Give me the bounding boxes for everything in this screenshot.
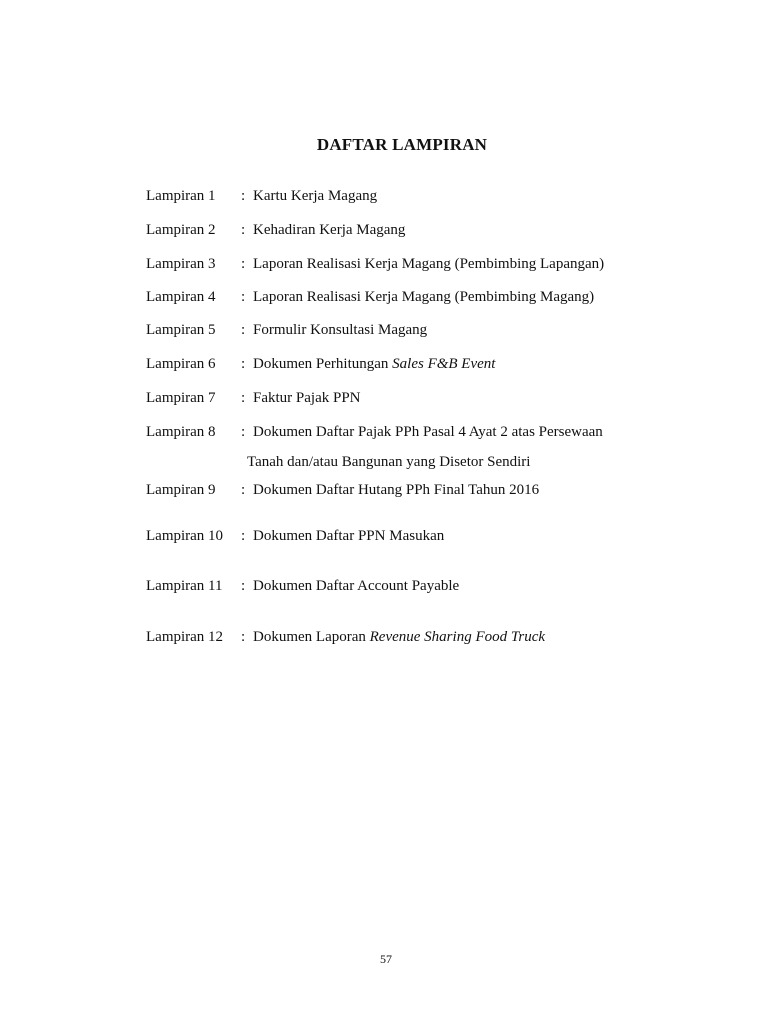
- entry-colon: :: [241, 482, 246, 498]
- entry-description: Dokumen Daftar Account Payable: [253, 578, 460, 594]
- entry-label: Lampiran 1: [146, 188, 216, 204]
- entry-description-continuation: Tanah dan/atau Bangunan yang Disetor Sendiri: [247, 454, 531, 470]
- page-number: 57: [380, 952, 392, 966]
- entry-colon: :: [241, 188, 246, 204]
- entry-label: Lampiran 5: [146, 322, 216, 338]
- entry-description: Dokumen Laporan Revenue Sharing Food Truck: [253, 629, 546, 645]
- entry-colon: :: [241, 256, 246, 272]
- entry-description: Kartu Kerja Magang: [253, 188, 378, 204]
- entry-label: Lampiran 6: [146, 356, 216, 372]
- entry-description: Kehadiran Kerja Magang: [253, 222, 406, 238]
- entry-colon: :: [241, 424, 246, 440]
- entry-colon: :: [241, 356, 246, 372]
- entry-label: Lampiran 11: [146, 578, 223, 594]
- entry-colon: :: [241, 578, 246, 594]
- entry-colon: :: [241, 289, 246, 305]
- entry-label: Lampiran 3: [146, 256, 216, 272]
- entry-description: Dokumen Daftar PPN Masukan: [253, 528, 445, 544]
- entry-description: Faktur Pajak PPN: [253, 390, 361, 406]
- entry-description: Dokumen Daftar Pajak PPh Pasal 4 Ayat 2 atas Persewaan: [253, 424, 603, 440]
- entry-colon: :: [241, 629, 246, 645]
- entry-description: Dokumen Daftar Hutang PPh Final Tahun 2016: [253, 482, 540, 498]
- entry-label: Lampiran 9: [146, 482, 216, 498]
- entry-label: Lampiran 2: [146, 222, 216, 238]
- entry-description: Laporan Realisasi Kerja Magang (Pembimbing Lapangan): [253, 256, 605, 272]
- page-title: DAFTAR LAMPIRAN: [316, 135, 488, 154]
- entry-label: Lampiran 10: [146, 528, 224, 544]
- entry-description: Laporan Realisasi Kerja Magang (Pembimbing Magang): [253, 289, 595, 305]
- entry-label: Lampiran 8: [146, 424, 216, 440]
- entry-label: Lampiran 4: [146, 289, 216, 305]
- entry-colon: :: [241, 390, 246, 406]
- entry-colon: :: [241, 222, 246, 238]
- entry-colon: :: [241, 322, 246, 338]
- entry-description: Formulir Konsultasi Magang: [253, 322, 428, 338]
- entry-label: Lampiran 7: [146, 390, 216, 406]
- entry-colon: :: [241, 528, 246, 544]
- entry-description: Dokumen Perhitungan Sales F&B Event: [253, 356, 496, 372]
- entry-label: Lampiran 12: [146, 629, 224, 645]
